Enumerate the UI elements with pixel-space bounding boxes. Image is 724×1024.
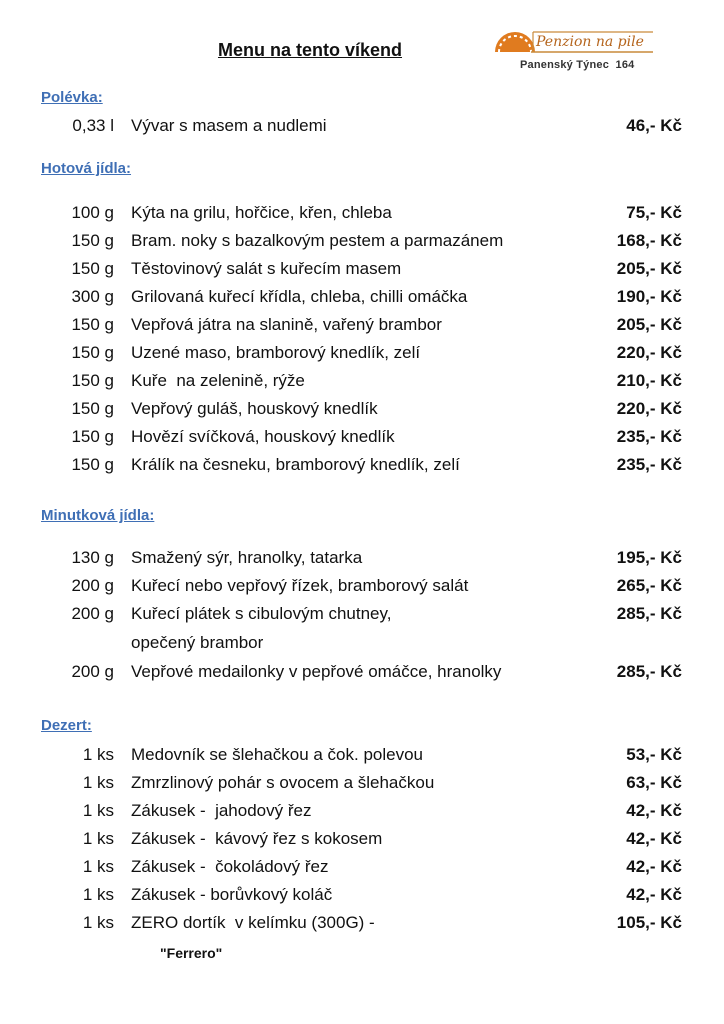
menu-row — [0, 455, 724, 481]
item-name: Zákusek - borůvkový koláč — [131, 885, 333, 904]
menu-row — [0, 913, 724, 939]
item-quantity: 150 g — [71, 343, 114, 362]
menu-row — [0, 801, 724, 827]
item-name: Zákusek - čokoládový řez — [131, 857, 329, 876]
item-quantity: 200 g — [71, 604, 114, 623]
item-quantity: 1 ks — [82, 773, 114, 792]
item-price: 265,- Kč — [616, 576, 682, 595]
menu-row — [0, 343, 724, 369]
item-quantity: 1 ks — [82, 913, 114, 932]
logo-address: Panenský Týnec 164 — [520, 59, 635, 71]
item-price: 235,- Kč — [616, 427, 682, 446]
menu-row — [0, 399, 724, 425]
item-quantity: 1 ks — [82, 801, 114, 820]
logo-name: Penzion na pile — [536, 34, 644, 50]
item-name: Vepřový guláš, houskový knedlík — [131, 399, 378, 418]
item-name: ZERO dortík v kelímku (300G) - — [131, 913, 375, 932]
item-name: Kuře na zelenině, rýže — [131, 371, 305, 390]
item-price: 53,- Kč — [626, 745, 682, 764]
item-name: Vepřová játra na slanině, vařený brambor — [131, 315, 442, 334]
item-price: 285,- Kč — [616, 604, 682, 623]
item-price: 205,- Kč — [616, 259, 682, 278]
menu-row-continuation — [0, 633, 724, 659]
menu-row — [0, 548, 724, 574]
item-name: Kuřecí plátek s cibulovým chutney, — [131, 604, 392, 623]
item-name: Bram. noky s bazalkovým pestem a parmazánem — [131, 231, 504, 250]
item-quantity: 130 g — [71, 548, 114, 567]
menu-row — [0, 885, 724, 911]
item-quantity: 1 ks — [82, 745, 114, 764]
item-price: 195,- Kč — [616, 548, 682, 567]
item-name: Králík na česneku, bramborový knedlík, zelí — [131, 455, 460, 474]
item-price: 105,- Kč — [616, 913, 682, 932]
item-quantity: 300 g — [71, 287, 114, 306]
item-price: 205,- Kč — [616, 315, 682, 334]
menu-row — [0, 371, 724, 397]
item-quantity: 1 ks — [82, 885, 114, 904]
menu-row — [0, 604, 724, 630]
item-quantity: 1 ks — [82, 829, 114, 848]
item-quantity: 200 g — [71, 662, 114, 681]
item-name: Kuřecí nebo vepřový řízek, bramborový salát — [131, 576, 469, 595]
item-price: 168,- Kč — [616, 231, 682, 250]
item-quantity: 150 g — [71, 315, 114, 334]
item-name: Zákusek - kávový řez s kokosem — [131, 829, 383, 848]
item-name: Zákusek - jahodový řez — [131, 801, 312, 820]
menu-row — [0, 259, 724, 285]
section-heading-minutkova-jidla: Minutková jídla: — [41, 507, 155, 524]
section-heading-polevka: Polévka: — [41, 89, 103, 106]
item-name: Těstovinový salát s kuřecím masem — [131, 259, 402, 278]
item-price: 63,- Kč — [626, 773, 682, 792]
menu-row — [0, 857, 724, 883]
item-quantity: 150 g — [71, 399, 114, 418]
menu-row — [0, 231, 724, 257]
item-price: 46,- Kč — [626, 116, 682, 135]
item-name: Smažený sýr, hranolky, tatarka — [131, 548, 363, 567]
item-price: 75,- Kč — [626, 203, 682, 222]
item-note: "Ferrero" — [160, 945, 223, 961]
menu-row — [0, 315, 724, 341]
item-name: Vepřové medailonky v pepřové omáčce, hranolky — [131, 662, 502, 681]
menu-row — [0, 829, 724, 855]
menu-row — [0, 773, 724, 799]
menu-row — [0, 745, 724, 771]
item-price: 220,- Kč — [616, 399, 682, 418]
menu-row — [0, 116, 724, 142]
item-quantity: 150 g — [71, 455, 114, 474]
item-price: 220,- Kč — [616, 343, 682, 362]
page-title: Menu na tento víkend — [217, 40, 403, 60]
menu-row — [0, 662, 724, 688]
item-name: Kýta na grilu, hořčice, křen, chleba — [131, 203, 392, 222]
item-name-continuation: opečený brambor — [131, 633, 264, 652]
item-quantity: 200 g — [71, 576, 114, 595]
item-quantity: 150 g — [71, 259, 114, 278]
item-price: 42,- Kč — [626, 829, 682, 848]
item-price: 210,- Kč — [616, 371, 682, 390]
item-name: Vývar s masem a nudlemi — [131, 116, 327, 135]
item-price: 190,- Kč — [616, 287, 682, 306]
item-name: Zmrzlinový pohár s ovocem a šlehačkou — [131, 773, 435, 792]
menu-row — [0, 576, 724, 602]
item-quantity: 150 g — [71, 231, 114, 250]
item-name: Hovězí svíčková, houskový knedlík — [131, 427, 395, 446]
item-quantity: 1 ks — [82, 857, 114, 876]
item-quantity: 150 g — [71, 371, 114, 390]
item-price: 285,- Kč — [616, 662, 682, 681]
menu-row — [0, 287, 724, 313]
item-name: Uzené maso, bramborový knedlík, zelí — [131, 343, 421, 362]
item-price: 42,- Kč — [626, 857, 682, 876]
menu-row — [0, 203, 724, 229]
item-price: 42,- Kč — [626, 885, 682, 904]
penzion-logo — [493, 28, 663, 78]
item-name: Grilovaná kuřecí křídla, chleba, chilli omáčka — [131, 287, 468, 306]
item-quantity: 100 g — [71, 203, 114, 222]
item-name: Medovník se šlehačkou a čok. polevou — [131, 745, 424, 764]
item-quantity: 0,33 l — [72, 116, 114, 135]
item-price: 235,- Kč — [616, 455, 682, 474]
item-quantity: 150 g — [71, 427, 114, 446]
section-heading-hotova-jidla: Hotová jídla: — [41, 160, 132, 177]
menu-row — [0, 427, 724, 453]
section-heading-dezert: Dezert: — [41, 717, 92, 734]
item-price: 42,- Kč — [626, 801, 682, 820]
